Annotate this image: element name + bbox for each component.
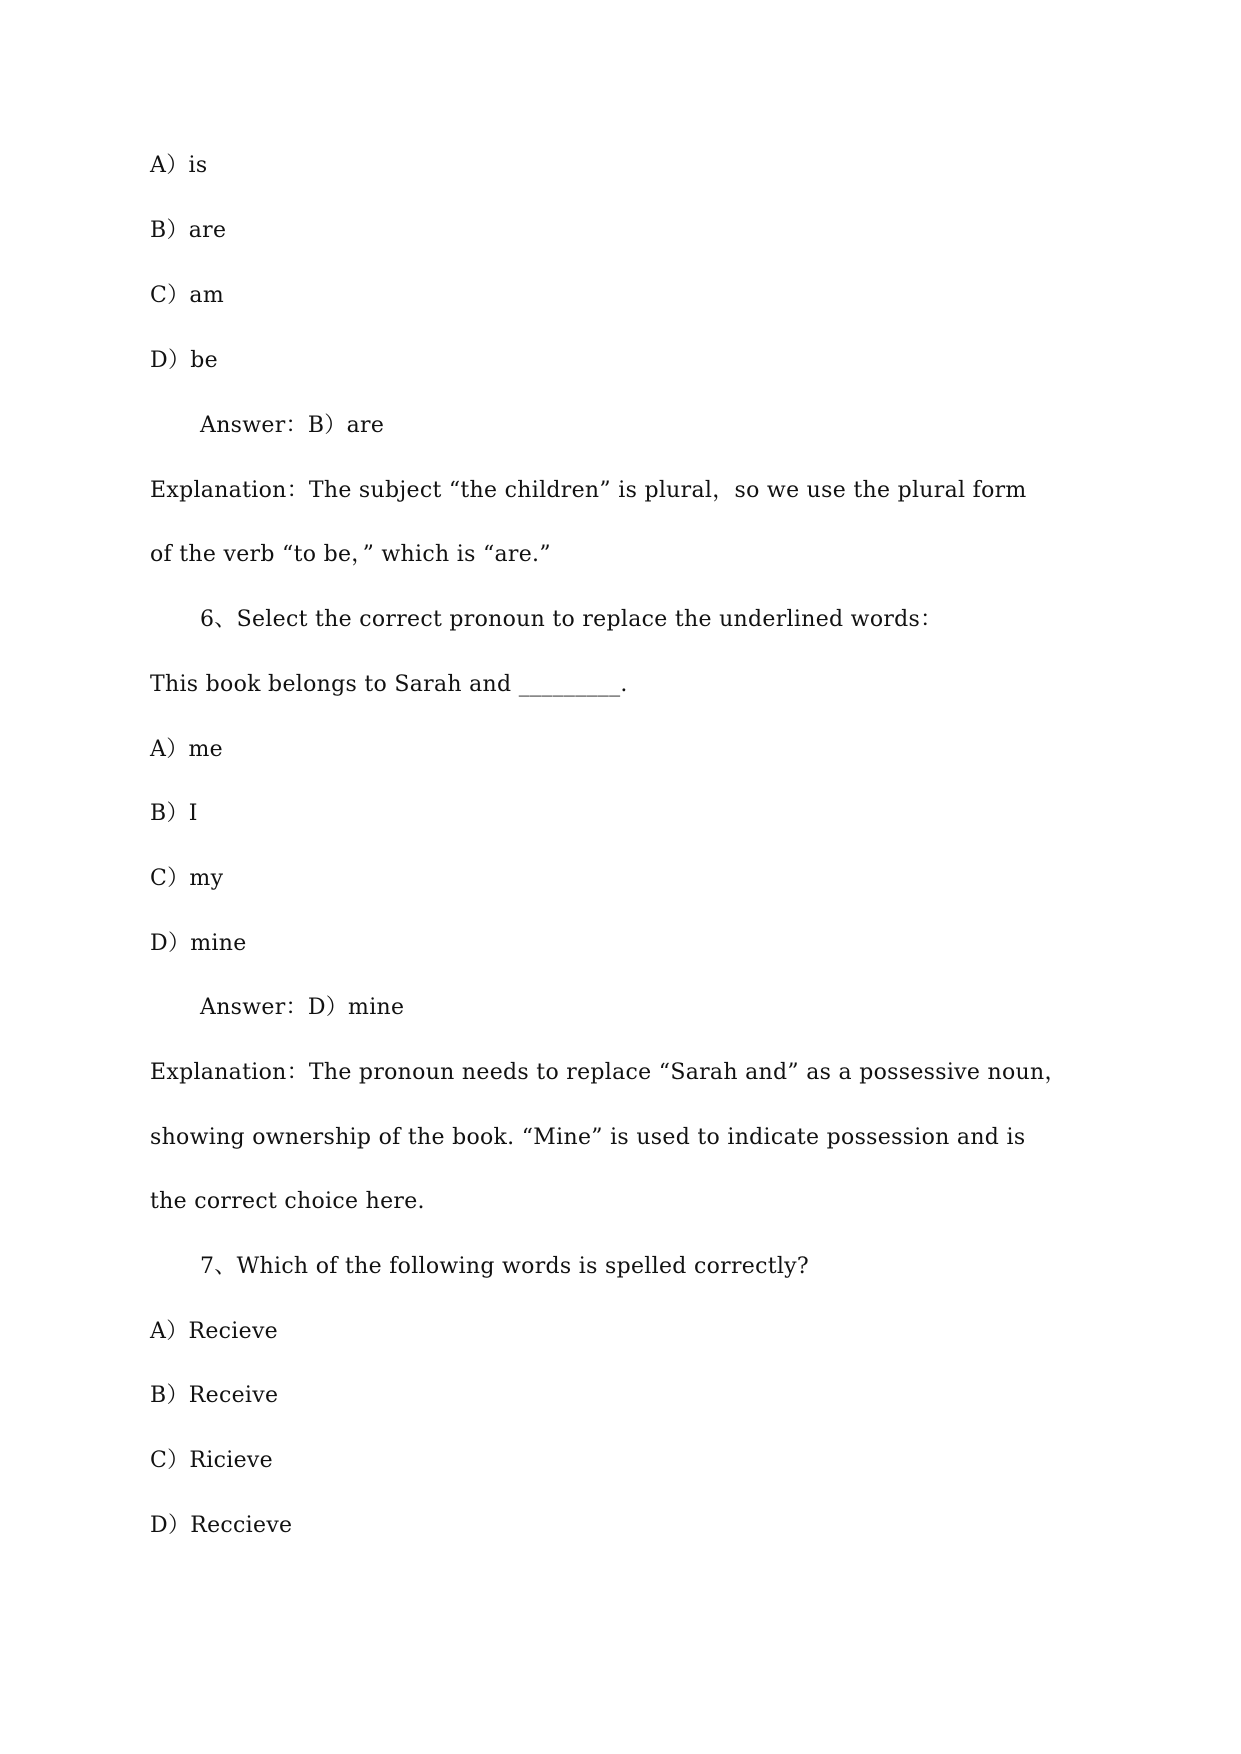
q5-answer: Answer：B）are — [200, 413, 385, 438]
q6-option-c: C）my — [150, 866, 224, 891]
q6-question: 6、Select the correct pronoun to replace the underlined words： — [200, 607, 943, 632]
q5-option-c: C）am — [150, 283, 225, 308]
q6-explanation-line-1: Explanation：The pronoun needs to replace “Sarah and” as a possessive noun， — [150, 1060, 1067, 1085]
q5-explanation-line-1: Explanation：The subject “the children” is plural，so we use the plural form — [150, 478, 1027, 503]
q6-option-d: D）mine — [150, 931, 247, 956]
q7-option-a: A）Recieve — [150, 1319, 278, 1344]
q7-option-b: B）Receive — [150, 1383, 279, 1408]
q5-explanation-line-2: of the verb “to be，” which is “are.” — [150, 542, 551, 567]
q7-question: 7、Which of the following words is spelled correctly? — [200, 1254, 809, 1279]
q6-answer: Answer：D）mine — [200, 995, 405, 1020]
q5-option-a: A）is — [150, 153, 208, 178]
q7-option-c: C）Ricieve — [150, 1448, 273, 1473]
q6-sentence: This book belongs to Sarah and _________. — [150, 672, 628, 697]
q6-option-a: A）me — [150, 737, 223, 762]
q6-explanation-line-3: the correct choice here. — [150, 1189, 425, 1214]
q6-explanation-line-2: showing ownership of the book. “Mine” is used to indicate possession and is — [150, 1125, 1026, 1150]
q5-option-b: B）are — [150, 218, 227, 243]
q6-option-b: B）I — [150, 801, 198, 826]
q5-option-d: D）be — [150, 348, 218, 373]
q7-option-d: D）Reccieve — [150, 1513, 293, 1538]
